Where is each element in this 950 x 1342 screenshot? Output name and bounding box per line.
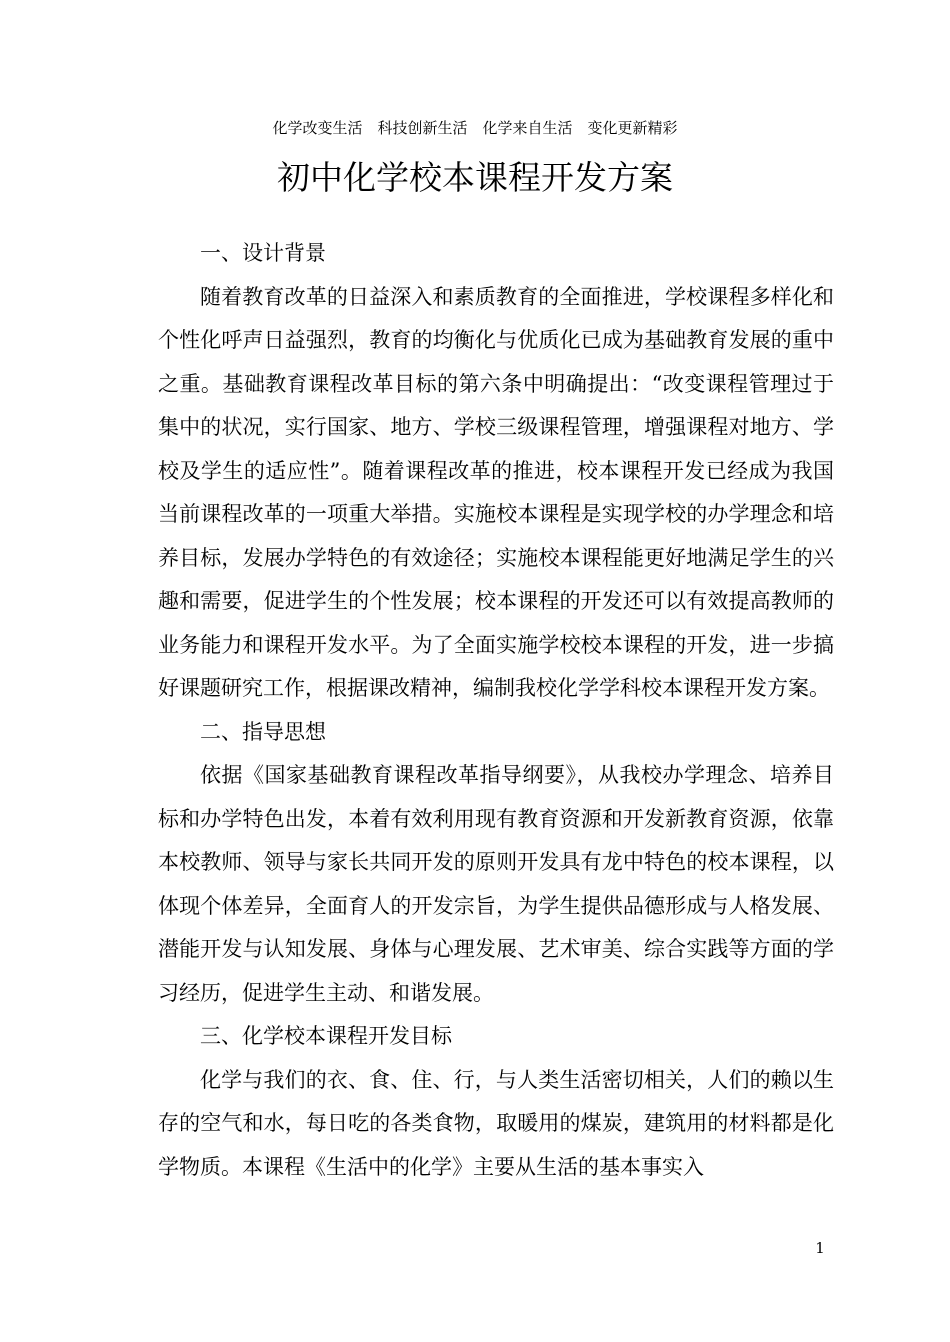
section-heading: 三、化学校本课程开发目标	[200, 1024, 452, 1048]
document-title: 初中化学校本课程开发方案	[277, 158, 673, 197]
section-paragraph: 依据《国家基础教育课程改革指导纲要》，从我校办学理念、培养目标和办学特色出发，本着有效利用现有教育资源和开发新教育资源，依靠本校教师、领导与家长共同开发的原则开发具有龙中特色的校本课程，以体现个体差异，全面育人的开发宗旨，为学生提供品德形成与人格发展、潜能开发与认知发展、身体与心理发展、艺术审美、综合实践等方面的学习经历，促进学生主动、和谐发展。	[158, 763, 834, 1005]
page-number: 1	[815, 1239, 825, 1257]
section-heading: 一、设计背景	[200, 241, 326, 265]
section-paragraph: 化学与我们的衣、食、住、行，与人类生活密切相关，人们的赖以生存的空气和水，每日吃的各类食物，取暖用的煤炭，建筑用的材料都是化学物质。本课程《生活中的化学》主要从生活的基本事实入	[158, 1067, 834, 1179]
section-heading: 二、指导思想	[200, 719, 326, 744]
document-body	[158, 232, 834, 1189]
header-slogan: 化学改变生活 科技创新生活 化学来自生活 变化更新精彩	[272, 119, 678, 137]
section-paragraph: 随着教育改革的日益深入和素质教育的全面推进，学校课程多样化和个性化呼声日益强烈，教育的均衡化与优质化已成为基础教育发展的重中之重。基础教育课程改革目标的第六条中明确提出：“改变课程管理过于集中的状况，实行国家、地方、学校三级课程管理，增强课程对地方、学校及学生的适应性”。随着课程改革的推进，校本课程开发已经成为我国当前课程改革的一项重大举措。实施校本课程是实现学校的办学理念和培养目标，发展办学特色的有效途径；实施校本课程能更好地满足学生的兴趣和需要，促进学生的个性发展；校本课程的开发还可以有效提高教师的业务能力和课程开发水平。为了全面实施学校校本课程的开发，进一步搞好课题研究工作，根据课改精神，编制我校化学学科校本课程开发方案。	[158, 284, 834, 700]
